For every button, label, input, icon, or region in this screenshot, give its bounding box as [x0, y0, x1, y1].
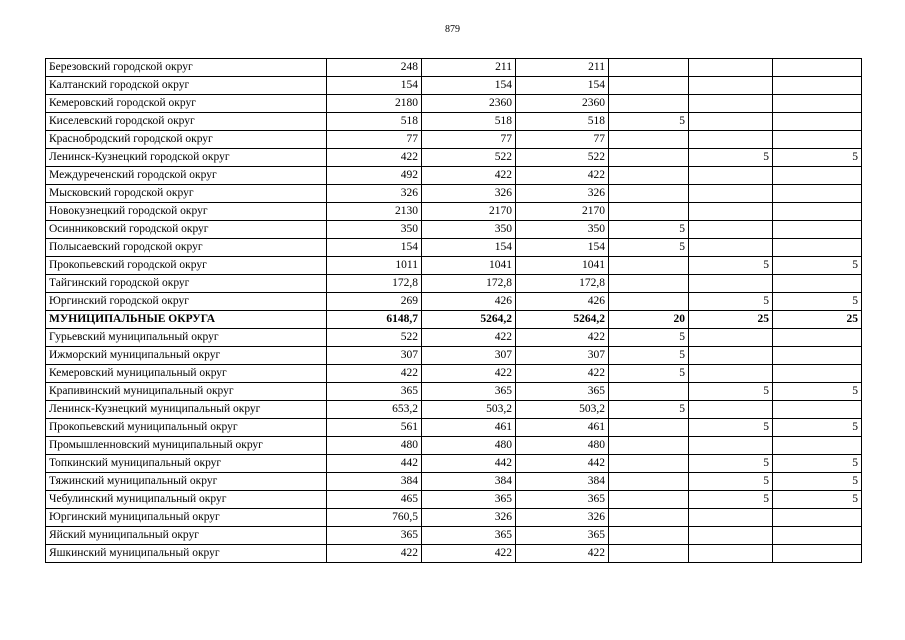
table-row — [46, 437, 862, 455]
value-cell-5: 5 — [689, 383, 773, 401]
value-cell-1: 522 — [327, 329, 422, 347]
value-cell-5 — [689, 77, 773, 95]
table-row — [46, 329, 862, 347]
value-cell-3: 461 — [516, 419, 609, 437]
value-cell-4: 5 — [609, 401, 689, 419]
value-cell-1: 561 — [327, 419, 422, 437]
value-cell-5 — [689, 239, 773, 257]
value-cell-2: 2170 — [422, 203, 516, 221]
value-cell-4: 5 — [609, 113, 689, 131]
table-row — [46, 455, 862, 473]
value-cell-5: 5 — [689, 491, 773, 509]
value-cell-4 — [609, 203, 689, 221]
value-cell-2: 365 — [422, 491, 516, 509]
value-cell-5: 5 — [689, 473, 773, 491]
value-cell-2: 426 — [422, 293, 516, 311]
row-name-cell: Кемеровский городской округ — [46, 95, 327, 113]
row-name-cell: Полысаевский городской округ — [46, 239, 327, 257]
value-cell-2: 365 — [422, 527, 516, 545]
value-cell-3: 2360 — [516, 95, 609, 113]
value-cell-6 — [773, 437, 862, 455]
row-name-cell: Тяжинский муниципальный округ — [46, 473, 327, 491]
table-row — [46, 149, 862, 167]
row-name-cell: Ижморский муниципальный округ — [46, 347, 327, 365]
row-name-cell: Междуреченский городской округ — [46, 167, 327, 185]
value-cell-5 — [689, 221, 773, 239]
value-cell-4 — [609, 275, 689, 293]
value-cell-2: 422 — [422, 167, 516, 185]
value-cell-5 — [689, 275, 773, 293]
value-cell-6: 5 — [773, 149, 862, 167]
value-cell-3: 480 — [516, 437, 609, 455]
value-cell-1: 2180 — [327, 95, 422, 113]
row-name-cell: Чебулинский муниципальный округ — [46, 491, 327, 509]
value-cell-2: 326 — [422, 185, 516, 203]
value-cell-6 — [773, 77, 862, 95]
value-cell-5 — [689, 401, 773, 419]
value-cell-2: 384 — [422, 473, 516, 491]
value-cell-5: 5 — [689, 149, 773, 167]
value-cell-5 — [689, 203, 773, 221]
row-name-cell: МУНИЦИПАЛЬНЫЕ ОКРУГА — [46, 311, 327, 329]
value-cell-5 — [689, 167, 773, 185]
value-cell-5 — [689, 545, 773, 563]
row-name-cell: Яшкинский муниципальный округ — [46, 545, 327, 563]
value-cell-2: 422 — [422, 329, 516, 347]
row-name-cell: Юргинский муниципальный округ — [46, 509, 327, 527]
value-cell-3: 326 — [516, 185, 609, 203]
value-cell-4 — [609, 59, 689, 77]
table-row — [46, 473, 862, 491]
value-cell-2: 518 — [422, 113, 516, 131]
value-cell-4 — [609, 437, 689, 455]
value-cell-3: 154 — [516, 77, 609, 95]
value-cell-1: 442 — [327, 455, 422, 473]
value-cell-1: 518 — [327, 113, 422, 131]
value-cell-2: 522 — [422, 149, 516, 167]
table-row — [46, 131, 862, 149]
value-cell-6 — [773, 365, 862, 383]
value-cell-1: 422 — [327, 545, 422, 563]
value-cell-5 — [689, 185, 773, 203]
value-cell-4 — [609, 167, 689, 185]
value-cell-4: 5 — [609, 329, 689, 347]
table-row — [46, 365, 862, 383]
value-cell-1: 365 — [327, 527, 422, 545]
table-row — [46, 203, 862, 221]
table-row — [46, 59, 862, 77]
table-row — [46, 239, 862, 257]
value-cell-3: 422 — [516, 167, 609, 185]
value-cell-4: 5 — [609, 239, 689, 257]
value-cell-6 — [773, 95, 862, 113]
row-name-cell: Гурьевский муниципальный округ — [46, 329, 327, 347]
table-row — [46, 545, 862, 563]
table-row — [46, 95, 862, 113]
value-cell-3: 365 — [516, 527, 609, 545]
row-name-cell: Новокузнецкий городской округ — [46, 203, 327, 221]
table-row — [46, 509, 862, 527]
value-cell-2: 211 — [422, 59, 516, 77]
table-row — [46, 401, 862, 419]
value-cell-6 — [773, 203, 862, 221]
value-cell-5 — [689, 527, 773, 545]
value-cell-4 — [609, 293, 689, 311]
value-cell-6 — [773, 527, 862, 545]
value-cell-2: 1041 — [422, 257, 516, 275]
value-cell-2: 365 — [422, 383, 516, 401]
table-row — [46, 293, 862, 311]
table-row — [46, 185, 862, 203]
table-row — [46, 113, 862, 131]
row-name-cell: Тайгинский городской округ — [46, 275, 327, 293]
value-cell-5 — [689, 509, 773, 527]
value-cell-1: 6148,7 — [327, 311, 422, 329]
table-row — [46, 383, 862, 401]
value-cell-6 — [773, 239, 862, 257]
value-cell-6: 5 — [773, 455, 862, 473]
value-cell-1: 307 — [327, 347, 422, 365]
value-cell-1: 422 — [327, 149, 422, 167]
value-cell-1: 248 — [327, 59, 422, 77]
value-cell-1: 350 — [327, 221, 422, 239]
value-cell-3: 172,8 — [516, 275, 609, 293]
value-cell-4 — [609, 131, 689, 149]
data-table — [45, 58, 862, 563]
value-cell-1: 154 — [327, 77, 422, 95]
value-cell-6: 25 — [773, 311, 862, 329]
value-cell-5: 5 — [689, 455, 773, 473]
row-name-cell: Топкинский муниципальный округ — [46, 455, 327, 473]
value-cell-1: 172,8 — [327, 275, 422, 293]
row-name-cell: Яйский муниципальный округ — [46, 527, 327, 545]
value-cell-1: 492 — [327, 167, 422, 185]
value-cell-2: 422 — [422, 545, 516, 563]
value-cell-3: 442 — [516, 455, 609, 473]
value-cell-2: 442 — [422, 455, 516, 473]
value-cell-2: 307 — [422, 347, 516, 365]
value-cell-5 — [689, 131, 773, 149]
value-cell-5 — [689, 437, 773, 455]
value-cell-6 — [773, 185, 862, 203]
value-cell-6 — [773, 545, 862, 563]
row-name-cell: Прокопьевский муниципальный округ — [46, 419, 327, 437]
value-cell-4 — [609, 509, 689, 527]
row-name-cell: Калтанский городской округ — [46, 77, 327, 95]
value-cell-6 — [773, 509, 862, 527]
value-cell-3: 307 — [516, 347, 609, 365]
page-number: 879 — [445, 24, 460, 35]
value-cell-5: 5 — [689, 419, 773, 437]
value-cell-2: 422 — [422, 365, 516, 383]
row-name-cell: Березовский городской округ — [46, 59, 327, 77]
table-row — [46, 347, 862, 365]
value-cell-3: 518 — [516, 113, 609, 131]
value-cell-1: 269 — [327, 293, 422, 311]
value-cell-3: 426 — [516, 293, 609, 311]
value-cell-3: 77 — [516, 131, 609, 149]
table-row — [46, 275, 862, 293]
row-name-cell: Юргинский городской округ — [46, 293, 327, 311]
value-cell-6 — [773, 131, 862, 149]
value-cell-4 — [609, 257, 689, 275]
value-cell-6 — [773, 221, 862, 239]
value-cell-4: 5 — [609, 365, 689, 383]
value-cell-6 — [773, 59, 862, 77]
value-cell-2: 480 — [422, 437, 516, 455]
value-cell-6 — [773, 113, 862, 131]
value-cell-1: 77 — [327, 131, 422, 149]
value-cell-4 — [609, 491, 689, 509]
value-cell-4 — [609, 419, 689, 437]
value-cell-4 — [609, 185, 689, 203]
value-cell-1: 480 — [327, 437, 422, 455]
value-cell-3: 422 — [516, 545, 609, 563]
value-cell-2: 461 — [422, 419, 516, 437]
value-cell-4 — [609, 545, 689, 563]
value-cell-3: 365 — [516, 491, 609, 509]
value-cell-5 — [689, 113, 773, 131]
value-cell-6: 5 — [773, 473, 862, 491]
value-cell-1: 1011 — [327, 257, 422, 275]
row-name-cell: Киселевский городской округ — [46, 113, 327, 131]
table-row — [46, 167, 862, 185]
table-row — [46, 419, 862, 437]
table-row — [46, 221, 862, 239]
value-cell-5 — [689, 95, 773, 113]
table-row — [46, 77, 862, 95]
value-cell-4 — [609, 455, 689, 473]
value-cell-5 — [689, 59, 773, 77]
value-cell-3: 365 — [516, 383, 609, 401]
value-cell-5 — [689, 365, 773, 383]
table-body — [46, 59, 862, 563]
value-cell-1: 365 — [327, 383, 422, 401]
value-cell-1: 384 — [327, 473, 422, 491]
value-cell-4: 20 — [609, 311, 689, 329]
value-cell-3: 5264,2 — [516, 311, 609, 329]
row-name-cell: Крапивинский муниципальный округ — [46, 383, 327, 401]
value-cell-2: 154 — [422, 77, 516, 95]
value-cell-6 — [773, 275, 862, 293]
value-cell-2: 2360 — [422, 95, 516, 113]
value-cell-1: 653,2 — [327, 401, 422, 419]
value-cell-2: 77 — [422, 131, 516, 149]
value-cell-3: 154 — [516, 239, 609, 257]
table-row — [46, 257, 862, 275]
row-name-cell: Мысковский городской округ — [46, 185, 327, 203]
value-cell-6: 5 — [773, 491, 862, 509]
value-cell-6 — [773, 347, 862, 365]
value-cell-6 — [773, 167, 862, 185]
value-cell-6 — [773, 329, 862, 347]
value-cell-4 — [609, 527, 689, 545]
row-name-cell: Краснобродский городской округ — [46, 131, 327, 149]
value-cell-6: 5 — [773, 257, 862, 275]
row-name-cell: Прокопьевский городской округ — [46, 257, 327, 275]
table-row-total — [46, 311, 862, 329]
value-cell-6: 5 — [773, 293, 862, 311]
value-cell-5 — [689, 329, 773, 347]
value-cell-1: 326 — [327, 185, 422, 203]
value-cell-6: 5 — [773, 383, 862, 401]
row-name-cell: Ленинск-Кузнецкий муниципальный округ — [46, 401, 327, 419]
value-cell-3: 350 — [516, 221, 609, 239]
value-cell-4 — [609, 77, 689, 95]
value-cell-5 — [689, 347, 773, 365]
value-cell-3: 422 — [516, 329, 609, 347]
row-name-cell: Кемеровский муниципальный округ — [46, 365, 327, 383]
row-name-cell: Ленинск-Кузнецкий городской округ — [46, 149, 327, 167]
value-cell-2: 326 — [422, 509, 516, 527]
row-name-cell: Промышленновский муниципальный округ — [46, 437, 327, 455]
value-cell-5: 25 — [689, 311, 773, 329]
value-cell-3: 522 — [516, 149, 609, 167]
value-cell-3: 384 — [516, 473, 609, 491]
value-cell-6: 5 — [773, 419, 862, 437]
value-cell-3: 422 — [516, 365, 609, 383]
value-cell-2: 172,8 — [422, 275, 516, 293]
value-cell-2: 5264,2 — [422, 311, 516, 329]
value-cell-4 — [609, 95, 689, 113]
value-cell-2: 503,2 — [422, 401, 516, 419]
value-cell-3: 211 — [516, 59, 609, 77]
value-cell-1: 465 — [327, 491, 422, 509]
table-row — [46, 527, 862, 545]
value-cell-4 — [609, 149, 689, 167]
value-cell-6 — [773, 401, 862, 419]
value-cell-3: 2170 — [516, 203, 609, 221]
value-cell-2: 154 — [422, 239, 516, 257]
value-cell-1: 2130 — [327, 203, 422, 221]
value-cell-1: 760,5 — [327, 509, 422, 527]
value-cell-4 — [609, 383, 689, 401]
table-row — [46, 491, 862, 509]
value-cell-5: 5 — [689, 293, 773, 311]
value-cell-3: 1041 — [516, 257, 609, 275]
value-cell-2: 350 — [422, 221, 516, 239]
value-cell-1: 422 — [327, 365, 422, 383]
value-cell-4 — [609, 473, 689, 491]
value-cell-5: 5 — [689, 257, 773, 275]
value-cell-4: 5 — [609, 347, 689, 365]
row-name-cell: Осинниковский городской округ — [46, 221, 327, 239]
value-cell-3: 326 — [516, 509, 609, 527]
value-cell-4: 5 — [609, 221, 689, 239]
value-cell-3: 503,2 — [516, 401, 609, 419]
value-cell-1: 154 — [327, 239, 422, 257]
